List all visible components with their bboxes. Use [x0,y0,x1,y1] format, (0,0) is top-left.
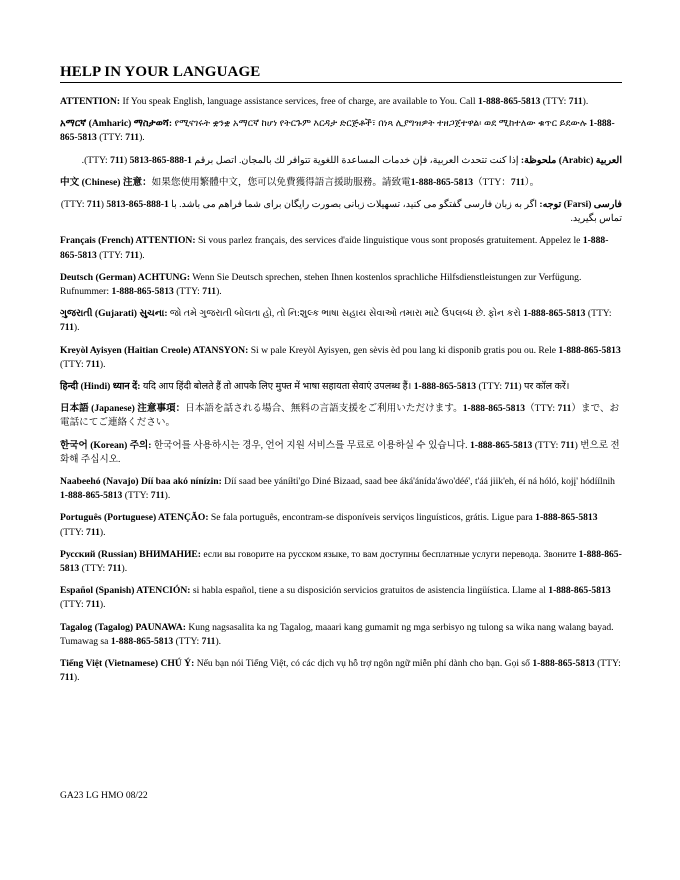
notice-label: Español (Spanish) ATENCIÓN: [60,585,191,597]
notice-label: Português (Portuguese) ATENÇÃO: [60,512,209,524]
notice-german: Deutsch (German) ACHTUNG: Wenn Sie Deutsch sprechen, stehen Ihnen kostenlos sprachliche Hilfsdienstleistungen zur Verfügung. Rufnummer: 1-888-865-5813 (TTY: 711). [60,271,582,298]
notice-text: si habla español, tiene a su disposición servicios gratuitos de asistencia lingüística. Llame al [190,585,549,597]
notice-text: Kung nagsasalita ka ng Tagalog, maaari kang gumamit ng mga serbisyo ng tulong sa wika nang walang bayad. Tumawag sa [60,621,614,647]
notice-label: 日本語 (Japanese) 注意事項： [60,403,186,415]
notice-russian: Русский (Russian) ВНИМАНИЕ: если вы говорите на русском языке, то вам доступны бесплатные услуги перевода. Звоните 1-888-865-5813 (TTY: 711). [60,548,622,575]
notice-navajo: Naabeehó (Navajo) Díí baa akó nínízin: Díí saad bee yáníłti'go Diné Bizaad, saad bee áká'ánída'áwo'déé', t'áá jiik'eh, éí ná hóló, kojį' hódíílnih 1-888-865-5813 (TTY: 711). [60,476,615,502]
notice-farsi: فارسی (Farsi) توجه: اگر به زبان فارسی گفتگو می کنید، تسهیلات زبانی بصورت رایگان برای شما فراهم می باشد. با 1-888-865-5813 (TTY: 711) تماس بگیرید. [60,199,622,225]
notice-english: ATTENTION: If You speak English, language assistance services, free of charge, are available to You. Call 1-888-865-5813 (TTY: 711). [60,96,589,107]
tty-number: 711 [560,439,575,451]
notice-label: ATTENTION: [60,96,121,107]
notice-text: જો તમે ગુજરાતી બોલતા હો, તો નિ:શુલ્ક ભાષા સહાય સેવાઓ તમારા માટે ઉપલબ્ધ છે. ફોન કરો [167,308,524,320]
tty-number: 711 [110,154,124,166]
notice-text: Díí saad bee yáníłti'go Diné Bizaad, saad bee áká'ánída'áwo'déé', t'áá jiik'eh, éí ná hóló, kojį' hódíílnih [221,476,615,488]
tty-number: 711 [60,322,74,334]
notice-chinese: 中文 (Chinese) 注意：如果您使用繁體中文，您可以免費獲得語言援助服務。請致電1-888-865-5813（TTY：711）。 [60,176,540,188]
phone-number: 1-888-865-5813 [469,439,533,451]
tty-number: 711 [150,490,165,502]
notice-label: हिन्दी (Hindi) ध्यान दें: [60,381,141,393]
notice-text: If You speak English, language assistance services, free of charge, are available to You. Call [120,96,478,107]
notice-label: Français (French) ATTENTION: [60,235,196,247]
notice-label: Naabeehó (Navajo) Díí baa akó nínízin: [60,476,222,488]
phone-number: 1-888-865-5813 [462,403,526,415]
phone-number: 1-888-865-5813 [410,176,474,188]
notice-text: Nếu bạn nói Tiếng Việt, có các dịch vụ hỗ trợ ngôn ngữ miễn phí dành cho bạn. Gọi số [194,658,533,670]
phone-number: 1-888-865-5813 [523,308,586,320]
tty-number: 711 [107,563,122,575]
tty-number: 711 [510,176,525,188]
phone-number: 1-888-865-5813 [110,635,174,647]
notice-portuguese: Português (Portuguese) ATENÇÃO: Se fala português, encontram-se disponíveis serviços linguísticos, grátis. Ligue para 1-888-865-5813 (TTY: 711). [60,512,598,538]
phone-number: 1-888-865-5813 [60,118,615,144]
notice-text: Wenn Sie Deutsch sprechen, stehen Ihnen kostenlos sprachliche Hilfsdienstleistungen zur Verfügung. Rufnummer: [60,271,582,298]
tty-number: 711 [504,381,519,393]
document-footer-code: GA23 LG HMO 08/22 [60,790,148,801]
notice-label: فارسی (Farsi) توجه: [539,199,622,211]
page-title: HELP IN YOUR LANGUAGE [60,64,622,83]
tty-number: 711 [568,96,583,107]
phone-number: 1-888-865-5813 [60,548,622,575]
notice-french: Français (French) ATTENTION: Si vous parlez français, des services d'aide linguistique vous sont proposés gratuitement. Appelez le 1-888-865-5813 (TTY: 711). [60,235,609,261]
notice-amharic: አማርኛ (Amharic) ማስታወሻ: የሚናገሩት ቋንቋ አማርኛ ከሆነ የትርጉም እርዳታ ድርጅቶች፣ በነጻ ሊያግዝዎት ተዘጋጀተዋል፡ ወደ ሚከተለው ቁጥር ይደውሉ 1-888-865-5813 (TTY: 711). [60,118,615,144]
phone-number: 1-888-865-5813 [558,344,621,356]
notice-text: إذا كنت تتحدث العربية، فإن خدمات المساعدة اللغوية تتوافر لك بالمجان. اتصل برقم [191,154,521,166]
phone-number: 1-888-865-5813 [477,96,541,107]
notice-label: Kreyòl Ayisyen (Haitian Creole) ATANSYON: [60,344,249,356]
notice-arabic: العربية (Arabic) ملحوظة: إذا كنت تتحدث العربية، فإن خدمات المساعدة اللغوية تتوافر لك بالمجان. اتصل برقم 1-888-865-5813 (TTY: 711). [81,154,622,166]
notice-label: Tiếng Việt (Vietnamese) CHÚ Ý: [60,658,195,670]
phone-number: 1-888-865-5813 [535,512,598,524]
notice-label: ગુજરાતી (Gujarati) સુચના: [60,308,168,320]
notice-label: አማርኛ (Amharic) ማስታወሻ: [60,118,173,130]
phone-number: 1-888-865-5813 [548,585,611,597]
notice-tagalog: Tagalog (Tagalog) PAUNAWA: Kung nagsasalita ka ng Tagalog, maaari kang gumamit ng mga serbisyo ng tulong sa wika nang walang bayad. Tumawag sa 1-888-865-5813 (TTY: 711). [60,621,614,647]
tty-number: 711 [202,286,217,298]
notice-text: यदि आप हिंदी बोलते हैं तो आपके लिए मुफ्त में भाषा सहायता सेवाएं उपलब्ध हैं। [140,381,414,393]
tty-number: 711 [557,403,572,415]
notice-japanese: 日本語 (Japanese) 注意事項：日本語を話される場合、無料の言語支援をご利用いただけます。1-888-865-5813（TTY: 711）まで、お電話にてご連絡ください。 [60,403,620,429]
notice-text: если вы говорите на русском языке, то вам доступны бесплатные услуги перевода. Звоните [201,548,579,560]
tty-number: 711 [201,635,216,647]
tty-number: 711 [86,358,100,370]
tty-number: 711 [86,599,100,611]
tty-number: 711 [125,132,140,144]
notice-korean: 한국어 (Korean) 주의: 한국어를 사용하시는 경우, 언어 지원 서비스를 무료로 이용하실 수 있습니다. 1-888-865-5813 (TTY: 711) 번으로 전화해 주십시오. [60,439,620,465]
notice-text: Si vous parlez français, des services d'aide linguistique vous sont proposés gratuitement. Appelez le [195,235,583,247]
notice-label: Tagalog (Tagalog) PAUNAWA: [60,621,186,633]
notice-haitian-creole: Kreyòl Ayisyen (Haitian Creole) ATANSYON: Si w pale Kreyòl Ayisyen, gen sèvis èd pou lang ki disponib gratis pou ou. Rele 1-888-865-5813 (TTY: 711). [60,344,621,370]
notice-vietnamese: Tiếng Việt (Vietnamese) CHÚ Ý: Nếu bạn nói Tiếng Việt, có các dịch vụ hỗ trợ ngôn ngữ miễn phí dành cho bạn. Gọi số 1-888-865-5813 (TTY: 711). [60,658,621,684]
notice-text: Se fala português, encontram-se disponíveis serviços linguísticos, grátis. Ligue para [208,512,536,524]
tty-number: 711 [60,672,74,684]
notice-hindi: हिन्दी (Hindi) ध्यान दें: यदि आप हिंदी बोलते हैं तो आपके लिए मुफ्त में भाषा सहायता सेवाएं उपलब्ध हैं। 1-888-865-5813 (TTY: 711) पर कॉल करें। [60,381,570,393]
phone-number: 1-888-865-5813 [532,658,595,670]
notice-text: 한국어를 사용하시는 경우, 언어 지원 서비스를 무료로 이용하실 수 있습니다. [151,439,470,451]
document-page [60,64,622,686]
tty-number: 711 [86,526,100,538]
notice-label: 한국어 (Korean) 주의: [60,439,152,451]
phone-number: 1-888-865-5813 [129,154,192,166]
notice-text: 如果您使用繁體中文，您可以免費獲得語言援助服務。請致電 [151,176,411,188]
notice-label: Русский (Russian) ВНИМАНИЕ: [60,548,202,560]
notice-label: 中文 (Chinese) 注意： [60,176,152,188]
notice-spanish: Español (Spanish) ATENCIÓN: si habla español, tiene a su disposición servicios gratuitos de asistencia lingüística. Llame al 1-888-865-5813 (TTY: 711). [60,585,611,611]
notice-text: የሚናገሩት ቋንቋ አማርኛ ከሆነ የትርጉም እርዳታ ድርጅቶች፣ በነጻ ሊያግዝዎት ተዘጋጀተዋል፡ ወደ ሚከተለው ቁጥር ይደውሉ [172,118,590,130]
notice-label: العربية (Arabic) ملحوظة: [520,154,622,166]
phone-number: 1-888-865-5813 [106,199,169,211]
tty-number: 711 [125,249,140,261]
phone-number: 1-888-865-5813 [60,490,123,502]
notice-text: اگر به زبان فارسی گفتگو می کنید، تسهیلات زبانی بصورت رایگان برای شما فراهم می باشد. با [168,199,540,211]
notice-text: 日本語を話される場合、無料の言語支援をご利用いただけます。 [185,403,463,415]
phone-number: 1-888-865-5813 [413,381,477,393]
tty-number: 711 [86,199,101,211]
phone-number: 1-888-865-5813 [111,286,174,298]
notice-label: Deutsch (German) ACHTUNG: [60,271,191,283]
notice-gujarati: ગુજરાતી (Gujarati) સુચના: જો તમે ગુજરાતી બોલતા હો, તો નિ:શુલ્ક ભાષા સહાય સેવાઓ તમારા માટે ઉપલબ્ધ છે. ફોન કરો 1-888-865-5813 (TTY: 711). [60,308,612,334]
notice-text: Si w pale Kreyòl Ayisyen, gen sèvis èd pou lang ki disponib gratis pou ou. Rele [248,344,559,356]
phone-number: 1-888-865-5813 [60,235,609,261]
